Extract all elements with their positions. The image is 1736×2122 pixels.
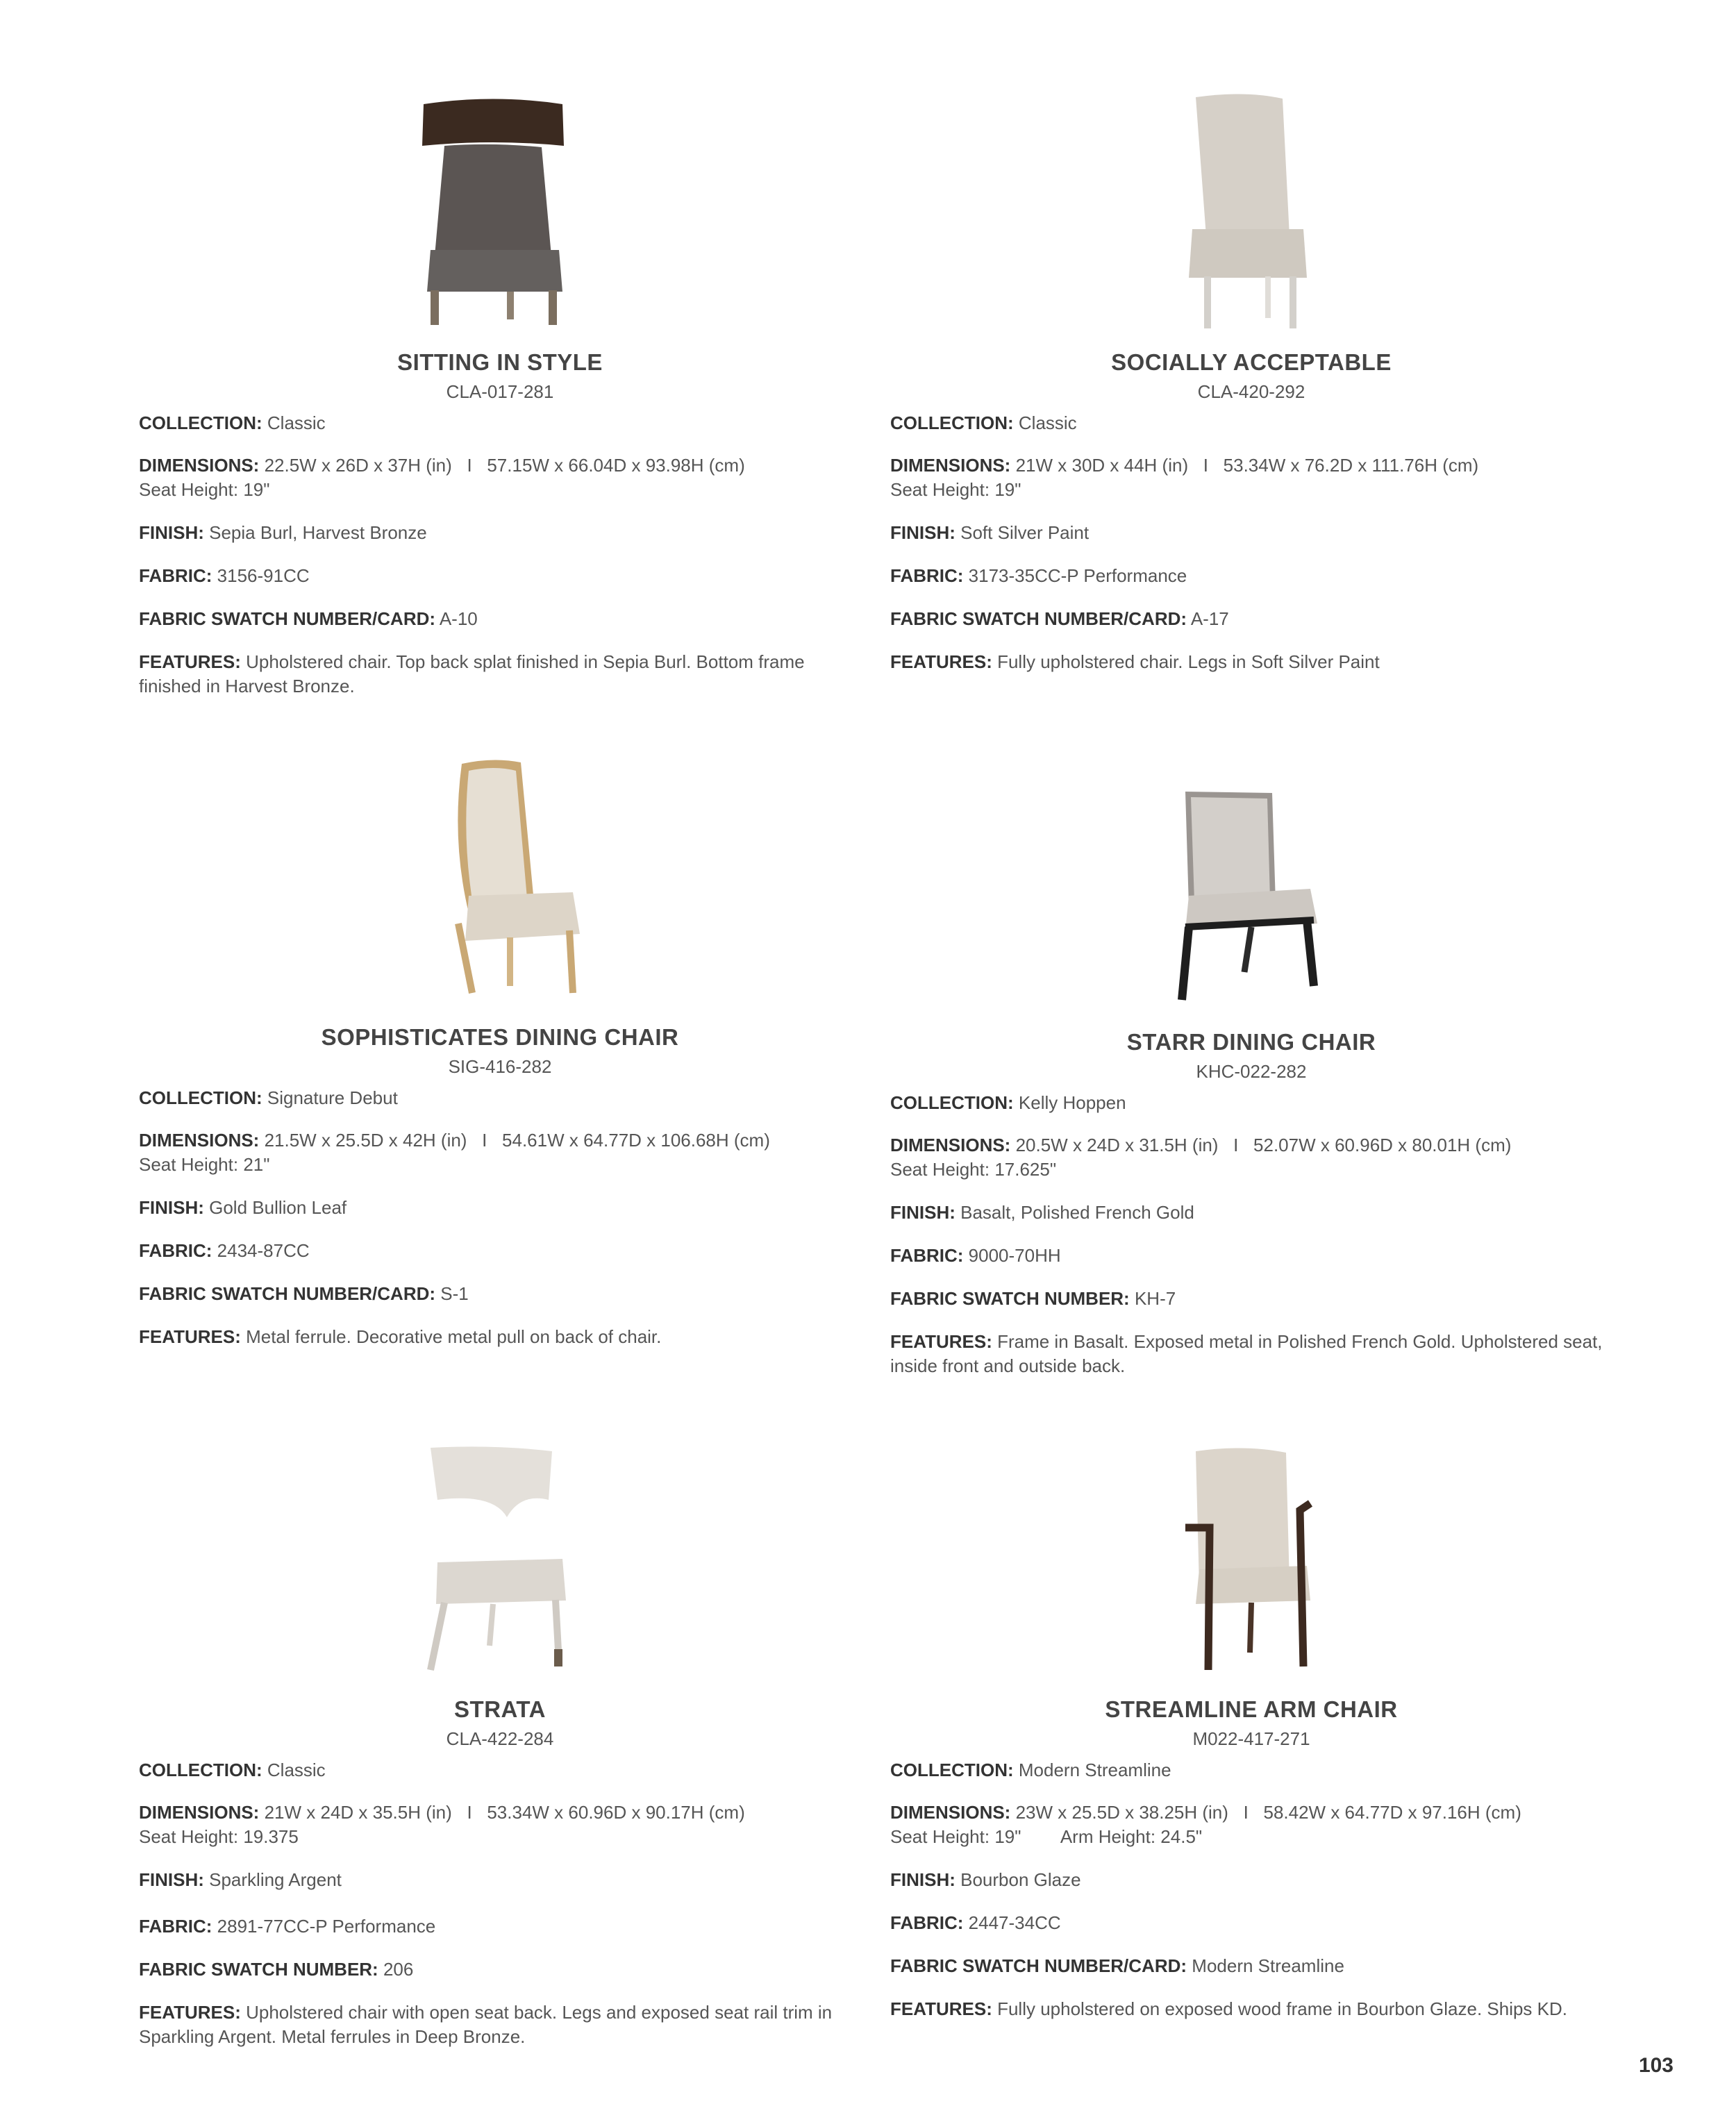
collection-line [139,411,861,435]
fabric-value: 3156-91CC [217,565,310,586]
finish-label: FINISH: [139,1197,204,1218]
features-value: Fully upholstered chair. Legs in Soft Silver Paint [997,651,1380,672]
fabric-line [890,1244,1612,1268]
collection-label: COLLECTION: [890,1092,1014,1113]
features-label: FEATURES: [890,651,992,672]
dimensions-value: 21W x 24D x 35.5H (in) I 53.34W x 60.96D x 90.17H (cm) [264,1802,745,1823]
swatch-line [139,1957,861,1982]
features-line [890,1330,1612,1378]
finish-value: Basalt, Polished French Gold [960,1202,1194,1223]
collection-value: Classic [267,412,326,433]
fabric-value: 2447-34CC [968,1912,1061,1933]
chair-image [1154,90,1335,330]
features-line [890,1997,1612,2021]
seat-height: Seat Height: 17.625" [890,1159,1057,1180]
product-sku: CLA-420-292 [1197,381,1305,402]
finish-line [890,1201,1612,1225]
swatch-label: FABRIC SWATCH NUMBER/CARD: [139,1283,436,1304]
product-sku: CLA-422-284 [446,1728,554,1749]
chair-image [431,757,597,996]
dimensions-value: 22.5W x 26D x 37H (in) I 57.15W x 66.04D x 93.98H (cm) [264,455,745,476]
dimensions-label: DIMENSIONS: [890,455,1011,476]
dimensions-line [890,453,1612,478]
swatch-value: KH-7 [1134,1288,1176,1309]
swatch-value: Modern Streamline [1192,1955,1344,1976]
seat-height: Seat Height: 19" Arm Height: 24.5" [890,1826,1203,1847]
features-label: FEATURES: [139,1326,241,1347]
seat-height: Seat Height: 19" [139,479,270,500]
collection-label: COLLECTION: [890,412,1014,433]
dimensions-label: DIMENSIONS: [139,1130,260,1151]
features-value: Fully upholstered on exposed wood frame in Bourbon Glaze. Ships KD. [997,1998,1567,2019]
dimensions-value: 23W x 25.5D x 38.25H (in) I 58.42W x 64.77D x 97.16H (cm) [1015,1802,1521,1823]
product-name: STREAMLINE ARM CHAIR [1105,1696,1398,1722]
seat-height: Seat Height: 19" [890,479,1021,500]
finish-line [139,1196,861,1220]
swatch-label: FABRIC SWATCH NUMBER/CARD: [890,608,1187,629]
features-value: Upholstered chair. Top back splat finished in Sepia Burl. Bottom frame finished in Harvest Bronze. [139,651,805,696]
fabric-line [139,1914,861,1939]
features-line [139,1325,861,1349]
swatch-line [139,607,861,631]
collection-line [890,411,1612,435]
features-line [890,650,1612,674]
features-label: FEATURES: [890,1998,992,2019]
fabric-label: FABRIC: [139,565,212,586]
finish-label: FINISH: [890,1202,955,1223]
collection-label: COLLECTION: [139,1760,262,1780]
swatch-label: FABRIC SWATCH NUMBER: [890,1288,1130,1309]
fabric-value: 9000-70HH [968,1245,1061,1266]
fabric-value: 3173-35CC-P Performance [968,565,1187,586]
swatch-label: FABRIC SWATCH NUMBER: [139,1959,378,1980]
seat-height: Seat Height: 21" [139,1154,270,1175]
fabric-line [139,564,861,588]
product-sku: CLA-017-281 [446,381,554,402]
dimensions-value: 21W x 30D x 44H (in) I 53.34W x 76.2D x 111.76H (cm) [1015,455,1479,476]
chair-image [417,1444,583,1673]
fabric-label: FABRIC: [139,1240,212,1261]
collection-label: COLLECTION: [139,1087,262,1108]
swatch-value: A-10 [439,608,478,629]
finish-line [890,521,1612,545]
swatch-line [890,1287,1612,1311]
dimensions-line [890,1133,1612,1158]
dimensions-line [139,453,861,478]
features-value: Frame in Basalt. Exposed metal in Polished French Gold. Upholstered seat, inside front and outside back. [890,1331,1603,1376]
dimensions-label: DIMENSIONS: [890,1135,1011,1155]
fabric-value: 2434-87CC [217,1240,310,1261]
finish-label: FINISH: [890,522,955,543]
features-line [139,2000,861,2049]
product-name: SOCIALLY ACCEPTABLE [1111,349,1392,375]
finish-line [890,1868,1612,1892]
swatch-line [890,607,1612,631]
finish-line [139,1868,861,1892]
collection-value: Modern Streamline [1018,1760,1171,1780]
dimensions-value: 21.5W x 25.5D x 42H (in) I 54.61W x 64.77D x 106.68H (cm) [264,1130,770,1151]
fabric-label: FABRIC: [139,1916,212,1937]
collection-line [890,1091,1612,1115]
collection-line [890,1758,1612,1782]
chair-image [403,90,583,326]
dimensions-label: DIMENSIONS: [139,1802,260,1823]
swatch-label: FABRIC SWATCH NUMBER/CARD: [890,1955,1187,1976]
product-sku: KHC-022-282 [1196,1061,1307,1082]
fabric-line [890,564,1612,588]
finish-value: Sparkling Argent [209,1869,342,1890]
dimensions-value: 20.5W x 24D x 31.5H (in) I 52.07W x 60.96D x 80.01H (cm) [1015,1135,1512,1155]
finish-value: Gold Bullion Leaf [209,1197,347,1218]
page-number: 103 [1638,2054,1674,2077]
swatch-line [139,1282,861,1306]
collection-label: COLLECTION: [890,1760,1014,1780]
product-name: SOPHISTICATES DINING CHAIR [321,1024,679,1050]
fabric-value: 2891-77CC-P Performance [217,1916,436,1937]
product-name: STRATA [454,1696,546,1722]
dimensions-label: DIMENSIONS: [890,1802,1011,1823]
finish-line [139,521,861,545]
product-name: STARR DINING CHAIR [1126,1029,1376,1055]
finish-label: FINISH: [139,522,204,543]
swatch-line [890,1954,1612,1978]
swatch-value: A-17 [1190,608,1229,629]
collection-label: COLLECTION: [139,412,262,433]
features-label: FEATURES: [139,2002,241,2023]
dimensions-line [890,1801,1612,1825]
fabric-line [890,1911,1612,1935]
product-sku: SIG-416-282 [448,1056,552,1077]
features-value: Metal ferrule. Decorative metal pull on back of chair. [246,1326,662,1347]
seat-height: Seat Height: 19.375 [139,1826,299,1847]
collection-line [139,1758,861,1782]
swatch-value: S-1 [440,1283,469,1304]
dimensions-line [139,1801,861,1825]
fabric-label: FABRIC: [890,1245,964,1266]
fabric-label: FABRIC: [890,565,964,586]
collection-value: Classic [267,1760,326,1780]
dimensions-label: DIMENSIONS: [139,455,260,476]
finish-value: Sepia Burl, Harvest Bronze [209,522,427,543]
finish-label: FINISH: [139,1869,204,1890]
finish-value: Bourbon Glaze [960,1869,1081,1890]
features-value: Upholstered chair with open seat back. Legs and exposed seat rail trim in Sparkling Argent. Metal ferrules in Deep Bronze. [139,2002,833,2047]
product-sku: M022-417-271 [1192,1728,1310,1749]
features-label: FEATURES: [139,651,241,672]
fabric-label: FABRIC: [890,1912,964,1933]
collection-line [139,1086,861,1110]
finish-label: FINISH: [890,1869,955,1890]
features-line [139,650,861,699]
dimensions-line [139,1128,861,1153]
collection-value: Classic [1018,412,1077,433]
features-label: FEATURES: [890,1331,992,1352]
chair-image [1168,785,1335,1003]
fabric-line [139,1239,861,1263]
collection-value: Kelly Hoppen [1018,1092,1126,1113]
chair-image [1168,1444,1335,1673]
collection-value: Signature Debut [267,1087,398,1108]
product-name: SITTING IN STYLE [397,349,603,375]
finish-value: Soft Silver Paint [960,522,1090,543]
swatch-label: FABRIC SWATCH NUMBER/CARD: [139,608,436,629]
swatch-value: 206 [383,1959,414,1980]
